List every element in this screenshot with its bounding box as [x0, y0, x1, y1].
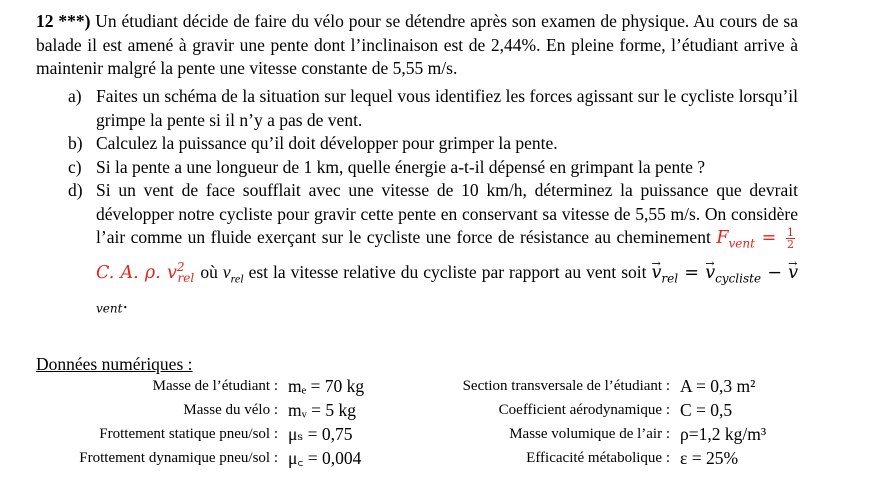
formula-subscript: vent [728, 236, 755, 251]
formula-end: . [122, 292, 129, 313]
vector-subscript: rel [661, 271, 679, 286]
vrel-symbol: v [222, 261, 231, 282]
question-label: b) [68, 133, 83, 153]
question-d [36, 179, 798, 321]
formula-body: C. A. ρ. v [96, 262, 177, 283]
question-d-text: où [200, 261, 218, 282]
fraction [786, 227, 795, 250]
data-row [40, 446, 364, 470]
question-c [36, 156, 798, 180]
question-label: c) [68, 156, 82, 177]
question-a [36, 85, 798, 132]
data-row [40, 422, 364, 446]
vector-subscript: cycliste [715, 271, 762, 286]
question-list [36, 85, 798, 321]
data-value: μ꜀ = 0,004 [288, 448, 362, 468]
data-label: Frottement dynamique pneu/sol : [79, 450, 278, 466]
question-text [96, 179, 798, 321]
data-value: ε = 25% [680, 448, 739, 468]
exercise-number: 12 ***) [36, 11, 91, 31]
data-label: Masse de l’étudiant : [152, 378, 278, 394]
data-label: Coefficient aérodynamique : [498, 402, 670, 418]
formula-exponent: 2 [176, 260, 185, 274]
data-row [428, 374, 766, 398]
data-label: Frottement statique pneu/sol : [99, 426, 278, 442]
fraction-denominator: 2 [787, 238, 794, 251]
data-row [428, 398, 766, 422]
vrel-subscript: rel [230, 271, 244, 286]
data-value: mₑ = 70 kg [288, 376, 365, 396]
fraction-numerator: 1 [787, 226, 794, 239]
formula-symbol: F [716, 228, 729, 248]
data-label: Efficacité métabolique : [526, 450, 670, 466]
question-b [36, 132, 798, 156]
question-label: a) [68, 86, 82, 106]
question-text: Si la pente a une longueur de 1 km, quelle énergie a-t-il dépensé en grimpant la pente ? [96, 156, 706, 177]
data-label: Section transversale de l’étudiant : [462, 378, 670, 394]
vector-v: → v [705, 262, 715, 286]
vector-equals: = [684, 262, 699, 283]
question-text: Calculez la puissance qu’il doit développer pour grimper la pente. [96, 133, 558, 153]
data-row [40, 374, 364, 398]
formula-equals: = [761, 228, 777, 248]
data-label: Masse du vélo : [183, 402, 278, 418]
data-label: Masse volumique de l’air : [509, 426, 670, 442]
data-left-column [40, 374, 364, 470]
data-row [428, 446, 766, 470]
question-label: d) [68, 180, 83, 200]
data-value: A = 0,3 m² [680, 376, 756, 396]
data-value: mᵥ = 5 kg [288, 400, 357, 420]
question-text: Faites un schéma de la situation sur lequel vous identifiez les forces agissant sur le cycliste lorsqu’il grimpe la pente si il n’y a pas de vent. [96, 86, 798, 130]
formula-subscript: rel [177, 271, 195, 286]
data-right-column [428, 374, 766, 470]
data-value: ρ=1,2 kg/m³ [680, 424, 767, 444]
exercise-intro [36, 10, 798, 81]
vector-minus: − [767, 262, 782, 283]
intro-text: Un étudiant décide de faire du vélo pour se détendre après son examen de physique. Au cours de sa balade il est amené à gravir une pente dont l’inclinaison est de 2,44%. En pleine forme, l’étudiant arrive à maintenir malgré la pente une vitesse constante de 5,55 m/s. [36, 11, 799, 78]
vector-subscript: vent [96, 301, 123, 316]
data-row [428, 422, 766, 446]
data-title: Données numériques : [36, 354, 193, 374]
data-row [40, 398, 364, 422]
data-value: C = 0,5 [680, 400, 733, 420]
data-value: μₛ = 0,75 [288, 424, 353, 444]
question-d-text: Si un vent de face soufflait avec une vitesse de 10 km/h, déterminez la puissance que devrait développer notre cycliste pour gravir cette pente en conservant sa vitesse de 5,55 m/s. On considère l’air comme un fluide exerçant sur le cycliste une force de résistance au cheminement [96, 180, 798, 247]
question-d-text: est la vitesse relative du cycliste par rapport au vent soit [248, 261, 647, 282]
vector-v: → v [788, 262, 798, 286]
vector-v: → v [652, 262, 662, 286]
